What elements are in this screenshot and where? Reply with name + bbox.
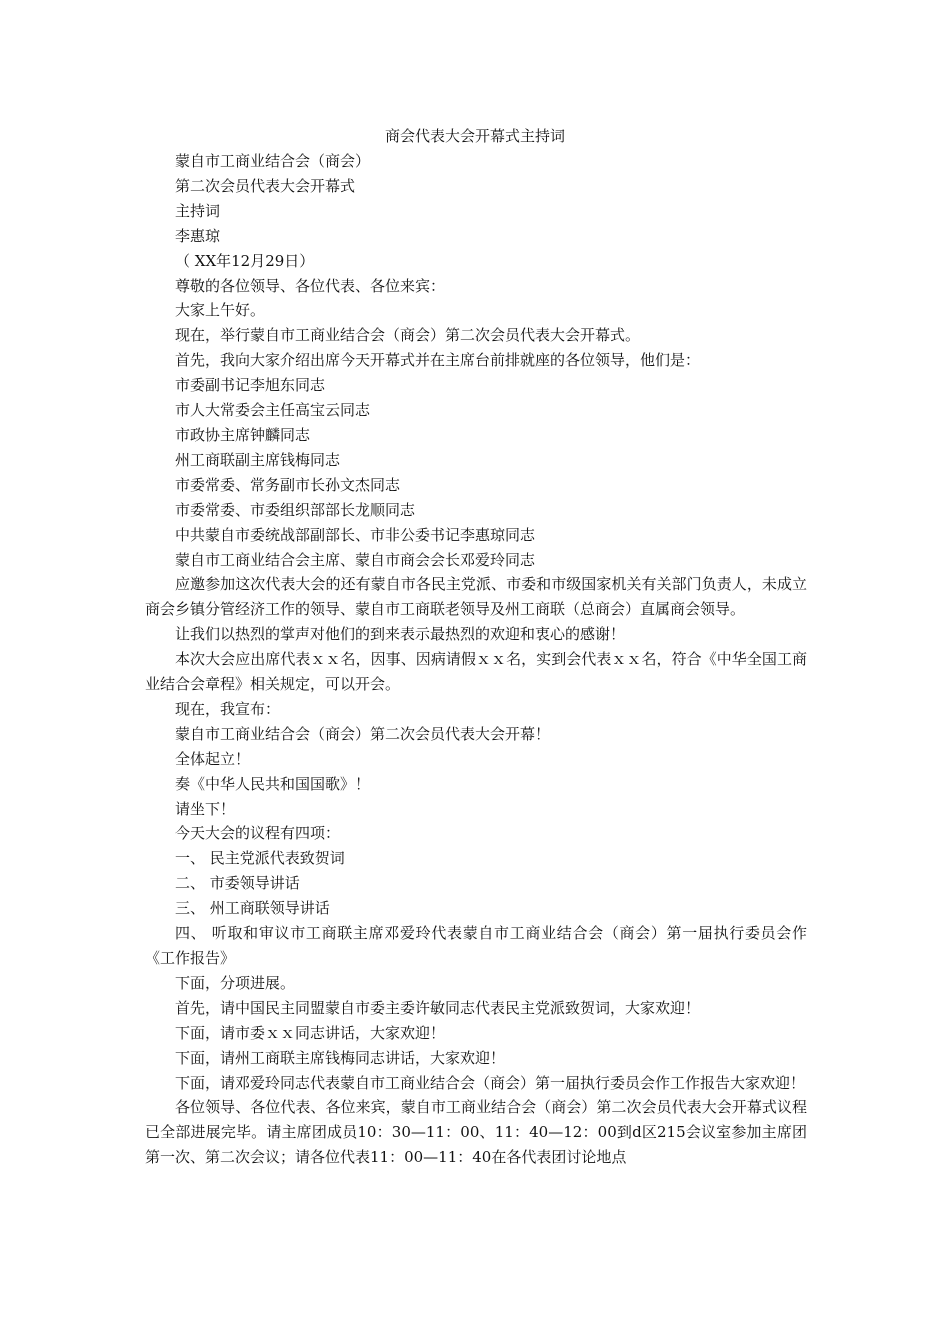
paragraph: 现在，我宣布： [175,699,281,718]
paragraph: 市人大常委会主任高宝云同志 [175,401,371,420]
paragraph: 中共蒙自市委统战部副部长、市非公委书记李惠琼同志 [175,525,536,544]
paragraph: 下面，分项进展。 [175,973,296,992]
paragraph: 应邀参加这次代表大会的还有蒙自市各民主党派、市委和市级国家机关有关部门负责人，未成立商会乡镇分管经济工作的领导、蒙自市工商联老领导及州工商联（总商会）直属商会领导。 [145,575,807,619]
paragraph: 蒙自市工商业结合会（商会）第二次会员代表大会开幕！ [175,724,551,743]
paragraph: 各位领导、各位代表、各位来宾，蒙自市工商业结合会（商会）第二次会员代表大会开幕式议程已全部进展完毕。请主席团成员10：30—11：00、11：40—12：00到d区215会议室参加主席团第一次、第二次会议；请各位代表11：00—11：40在各代表团讨论地点 [145,1098,807,1167]
paragraph: 下面，请市委ｘｘ同志讲话，大家欢迎！ [175,1023,446,1042]
paragraph: 大家上午好。 [175,301,266,320]
paragraph: 全体起立！ [175,749,251,768]
paragraph: 请坐下！ [175,799,236,818]
paragraph: 奏《中华人民共和国国歌》！ [175,774,371,793]
agenda-item: 三、 州工商联领导讲话 [175,899,330,918]
paragraph: 首先，请中国民主同盟蒙自市委主委许敏同志代表民主党派致贺词，大家欢迎！ [175,998,701,1017]
paragraph: 下面，请州工商联主席钱梅同志讲话，大家欢迎！ [175,1048,506,1067]
paragraph: 主持词 [175,201,221,220]
document-body [145,149,807,1170]
agenda-item: 二、 市委领导讲话 [175,874,300,893]
paragraph: 州工商联副主席钱梅同志 [175,450,341,469]
paragraph: 现在，举行蒙自市工商业结合会（商会）第二次会员代表大会开幕式。 [175,326,641,345]
paragraph: 李惠琼 [175,226,221,245]
paragraph: 今天大会的议程有四项： [175,824,341,843]
paragraph: 第二次会员代表大会开幕式 [175,176,356,195]
paragraph: 市委副书记李旭东同志 [175,376,326,395]
paragraph: （ XX年12月29日） [175,251,315,270]
paragraph: 让我们以热烈的掌声对他们的到来表示最热烈的欢迎和衷心的感谢！ [175,625,626,644]
document-title: 商会代表大会开幕式主持词 [384,127,565,145]
paragraph: 本次大会应出席代表ｘｘ名，因事、因病请假ｘｘ名，实到会代表ｘｘ名，符合《中华全国工商业结合会章程》相关规定，可以开会。 [145,650,807,694]
paragraph: 下面，请邓爱玲同志代表蒙自市工商业结合会（商会）第一届执行委员会作工作报告大家欢迎！ [175,1073,806,1092]
paragraph: 市委常委、市委组织部部长龙顺同志 [175,500,416,519]
paragraph: 市政协主席钟麟同志 [175,425,311,444]
agenda-item: 四、 听取和审议市工商联主席邓爱玲代表蒙自市工商业结合会（商会）第一届执行委员会作《工作报告》 [145,924,807,967]
paragraph: 蒙自市工商业结合会主席、蒙自市商会会长邓爱玲同志 [175,550,536,569]
agenda-item: 一、 民主党派代表致贺词 [175,849,345,868]
paragraph: 蒙自市工商业结合会（商会） [175,152,371,170]
paragraph: 首先，我向大家介绍出席今天开幕式并在主席台前排就座的各位领导，他们是： [175,351,701,370]
paragraph: 尊敬的各位领导、各位代表、各位来宾： [175,276,446,295]
paragraph: 市委常委、常务副市长孙文杰同志 [175,475,401,494]
